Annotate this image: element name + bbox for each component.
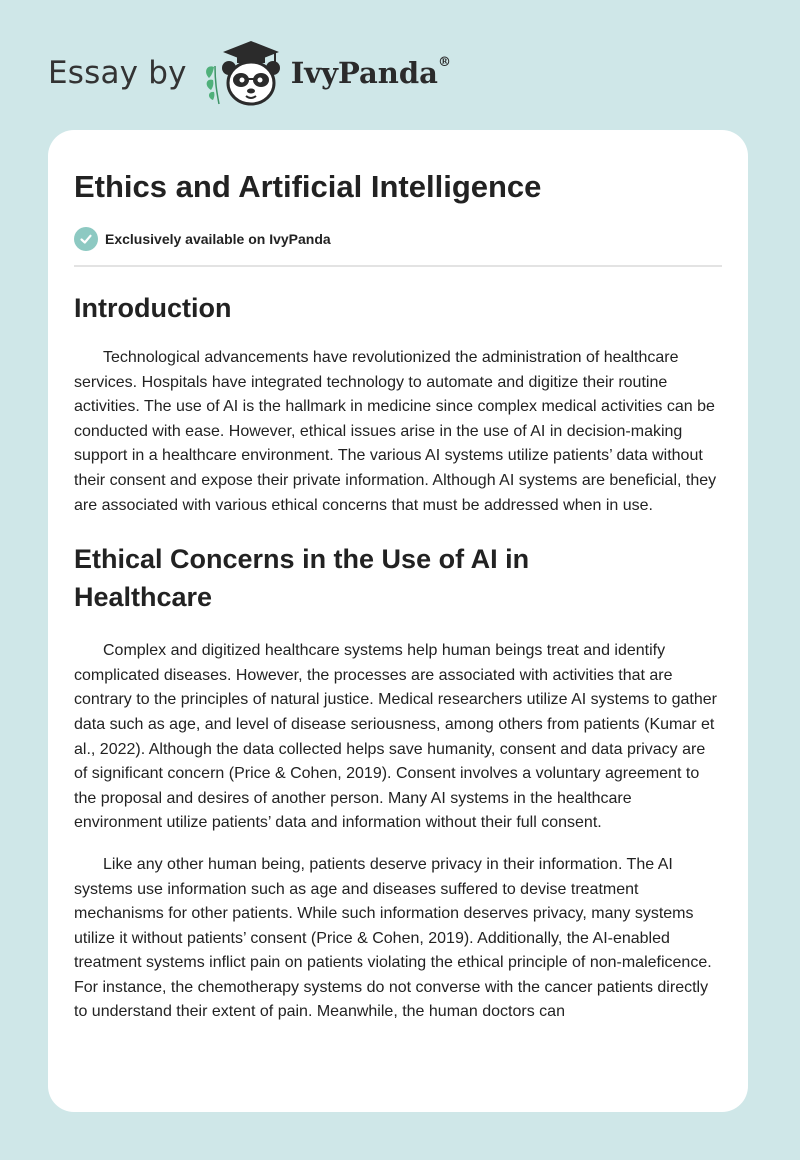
paragraph: Complex and digitized healthcare systems help human beings treat and identify complicated diseases. However, the processes are associated with activities that are contrary to the principles of natural justice. Medical researchers utilize AI systems to gather data such as age, and level of disease seriousness, among others from patients (Kumar et al., 2022). Although the data collected helps save humanity, consent and data privacy are of significant concern (Price & Cohen, 2019). Consent involves a voluntary agreement to the proposal and desires of another person. Many AI systems in the healthcare environment utilize patients’ data and information without their full consent. (74, 642, 717, 832)
exclusive-badge (74, 226, 722, 252)
paragraph: Technological advancements have revolutionized the administration of healthcare services. Hospitals have integrated technology to automate and digitize their routine activities. The use of AI is the hallmark in medicine since complex medical activities can be conducted with ease. However, ethical issues arise in the use of AI in decision-making support in a healthcare environment. The various AI systems utilize patients’ data without their consent and expose their private information. Although AI systems are beneficial, they are associated with various ethical concerns that must be addressed when in use. (74, 349, 717, 514)
checkmark-icon (74, 227, 98, 251)
page-title: Ethics and Artificial Intelligence (74, 169, 542, 204)
divider (74, 265, 722, 267)
brand-header (48, 38, 451, 108)
section-heading-ethical-concerns: Ethical Concerns in the Use of AI in Healthcare (74, 544, 530, 613)
section-heading-introduction: Introduction (74, 293, 232, 323)
paragraph: Like any other human being, patients deserve privacy in their information. The AI systems use information such as age and diseases suffered to devise treatment mechanisms for other patients. While such information deserves privacy, many systems utilize it without patients’ consent (Price & Cohen, 2019). Additionally, the AI-enabled treatment systems inflict pain on patients violating the ethical principle of non-maleficence. For instance, the chemotherapy systems do not converse with the cancer patients directly to understand their extent of pain. Meanwhile, the human doctors can (74, 855, 712, 1021)
essay-card (48, 130, 748, 1112)
panda-graduate-icon (201, 38, 287, 108)
exclusive-label: Exclusively available on IvyPanda (105, 231, 331, 247)
brand-name[interactable]: IvyPanda® (290, 55, 451, 90)
brand-prefix: Essay by (48, 55, 187, 91)
